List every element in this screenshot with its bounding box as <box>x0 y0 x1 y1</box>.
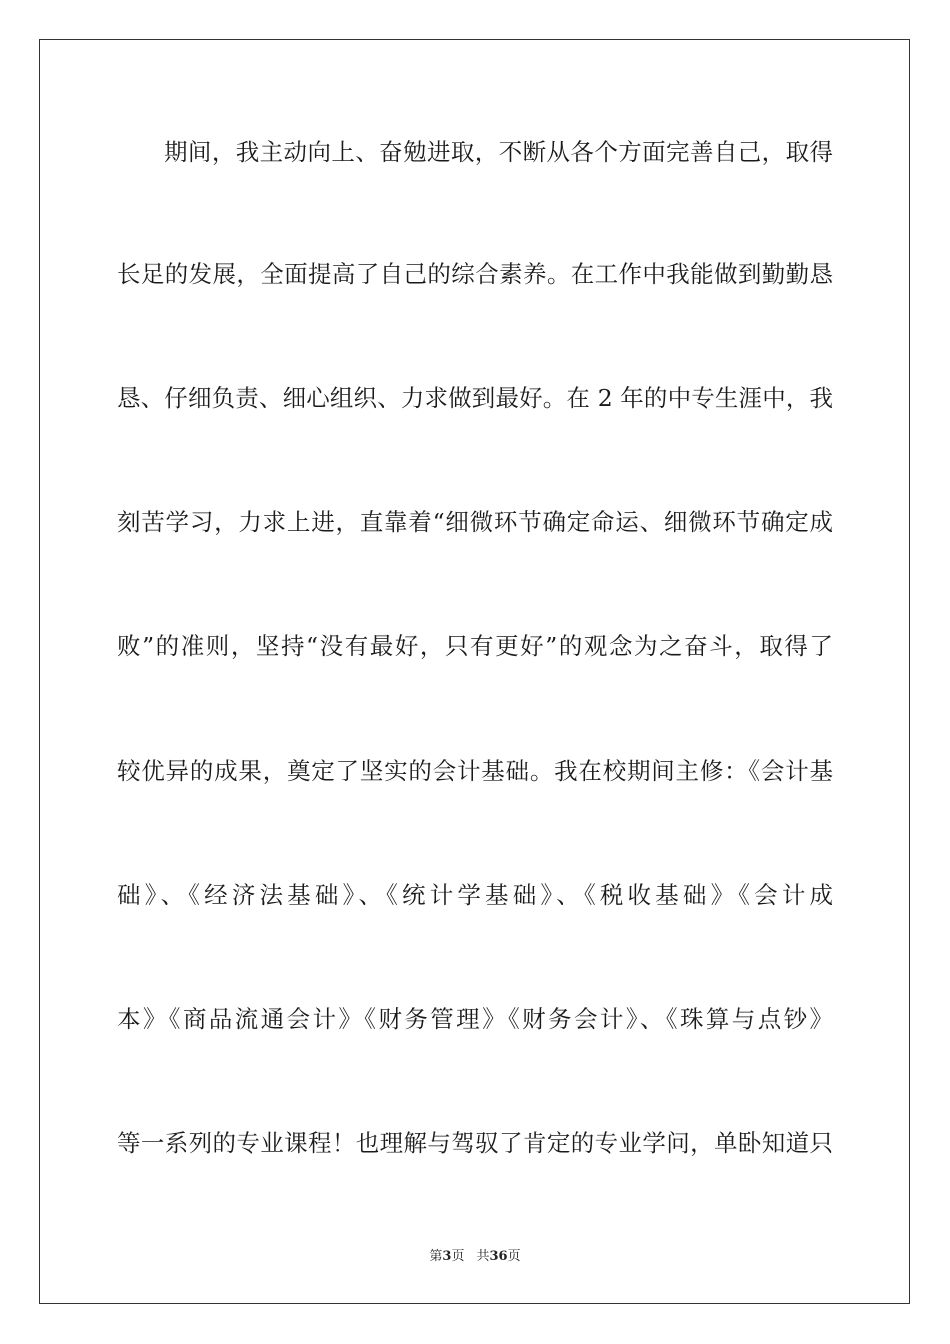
footer-total-prefix: 共 <box>476 1249 490 1264</box>
page-footer <box>0 1248 950 1266</box>
body-text-line: 长足的发展，全面提高了自己的综合素养。在工作中我能做到勤勤恳 <box>117 260 833 288</box>
body-text-line: 本》《商品流通会计》《财务管理》《财务会计》、《珠算与点钞》 <box>117 1005 833 1033</box>
footer-page-prefix: 第 <box>429 1249 443 1264</box>
footer-total-number: 36 <box>489 1249 508 1264</box>
footer-page-suffix: 页 <box>451 1249 465 1264</box>
body-text-line: 期间，我主动向上、奋勉进取，不断从各个方面完善自己，取得 <box>164 138 833 166</box>
body-text-line: 恳、仔细负责、细心组织、力求做到最好。在 2 年的中专生涯中，我 <box>117 384 833 412</box>
body-text-line: 败”的准则，坚持“没有最好，只有更好”的观念为之奋斗，取得了 <box>117 632 833 660</box>
body-text-line: 刻苦学习，力求上进，直靠着“细微环节确定命运、细微环节确定成 <box>117 508 833 536</box>
body-text-line: 较优异的成果，奠定了坚实的会计基础。我在校期间主修：《会计基 <box>117 757 833 785</box>
page-border <box>39 39 910 1304</box>
footer-page-number: 3 <box>442 1249 452 1264</box>
body-text-line: 等一系列的专业课程！也理解与驾驭了肯定的专业学问，单卧知道只 <box>117 1129 833 1157</box>
footer-total-suffix: 页 <box>507 1249 521 1264</box>
body-text-line: 础》、《经济法基础》、《统计学基础》、《税收基础》《会计成 <box>117 881 833 909</box>
